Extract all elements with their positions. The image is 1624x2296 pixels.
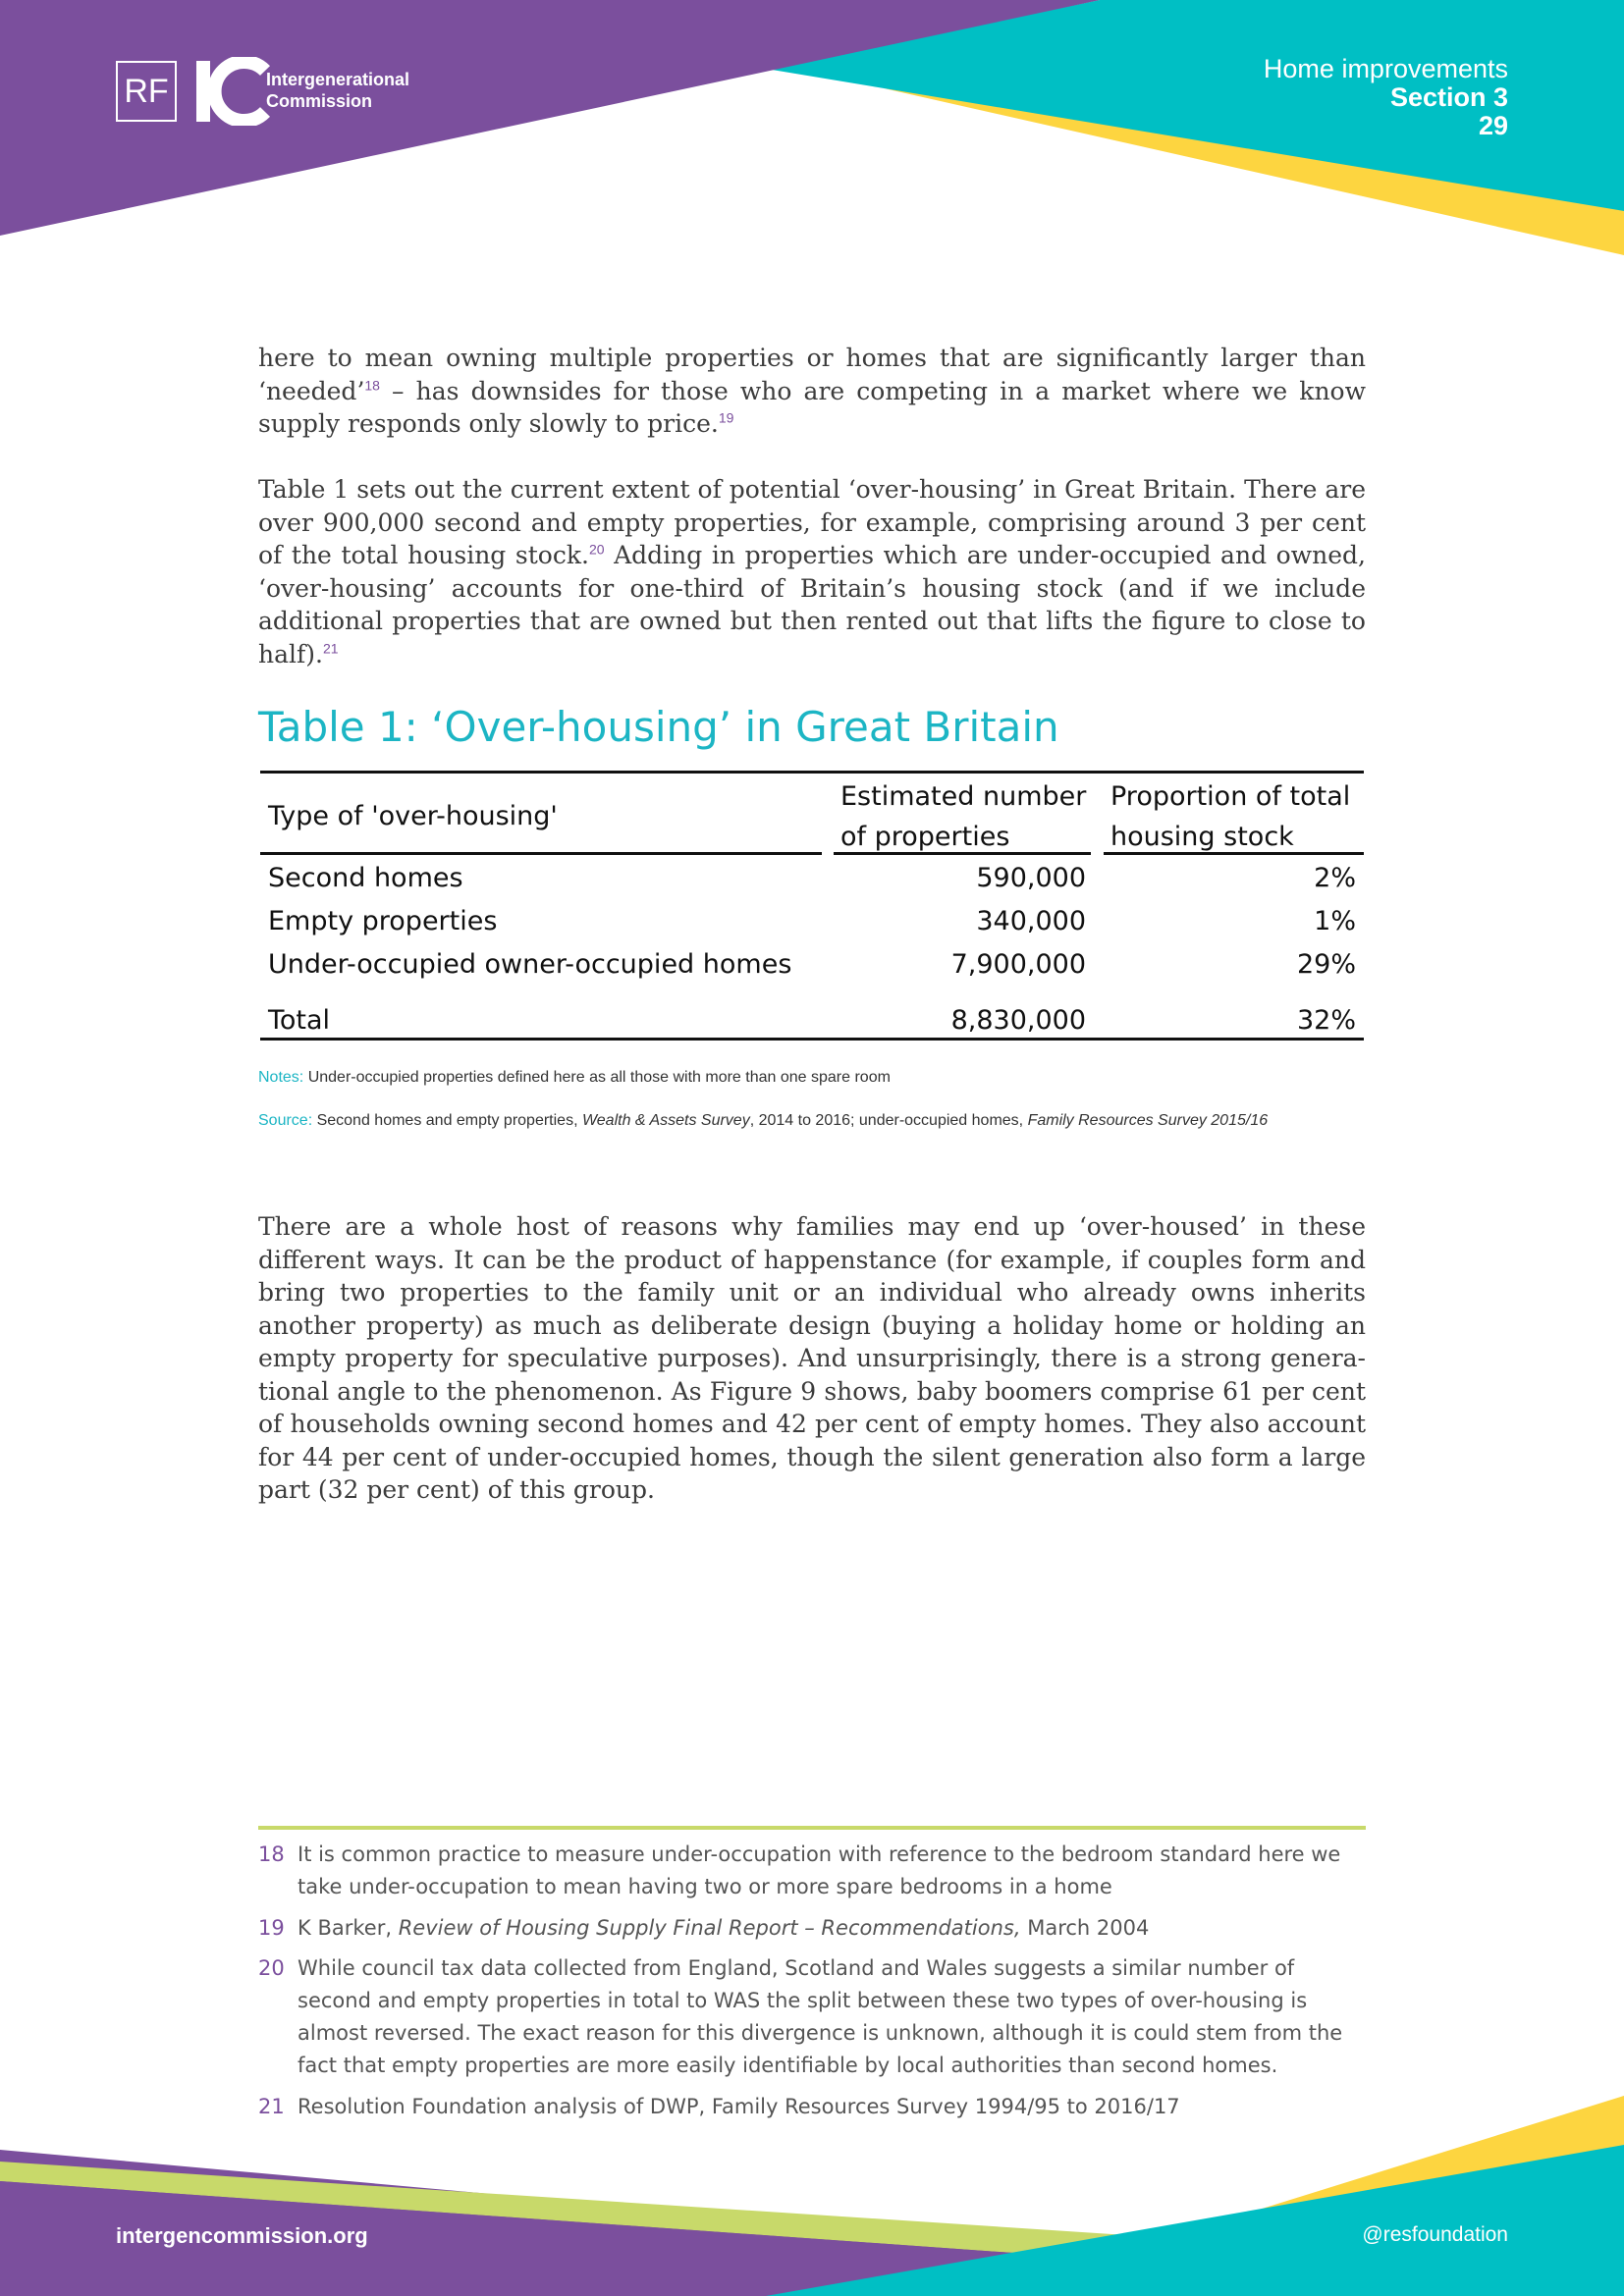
section-label: Section 3 [1389, 82, 1508, 112]
header-info [1264, 55, 1508, 140]
notes-label: Notes: [258, 1069, 304, 1086]
footnote-19 [258, 1912, 1366, 1945]
table-header-number-1: Estimated number [840, 781, 1087, 812]
table-row-1-type: Second homes [268, 863, 463, 893]
table-row-2-proportion: 1% [1314, 906, 1356, 936]
table-row-1-proportion: 2% [1314, 863, 1356, 893]
table-header-proportion-2: housing stock [1110, 822, 1294, 852]
table-top-rule [260, 771, 1364, 774]
table-row-3-number: 7,900,000 [950, 949, 1086, 980]
footer-banner [0, 2091, 1624, 2296]
source-text-c: , 2014 to 2016; under-occupied homes, [749, 1112, 1028, 1129]
source-label: Source: [258, 1112, 313, 1129]
paragraph-2-text-b: Adding in properties which are under-occupied and owned, ‘over-housing’ accounts for one-third of Britain’s housing stock (and if we include additional properties that are owned but then rented out that lifts the figure to close to half). [258, 541, 1366, 668]
table-header-rule-1 [260, 852, 822, 855]
logo-line-2: Commission [266, 91, 373, 111]
footnote-21-number: 21 [258, 2095, 285, 2118]
footnote-19-number: 19 [258, 1916, 285, 1940]
footer-website-link[interactable]: intergencommission.org [116, 2223, 368, 2248]
table-row-3-type: Under-occupied owner-occupied homes [268, 949, 792, 980]
paragraph-3: There are a whole host of reasons why families may end up ‘over-housed’ in these different ways. It can be the product of happenstance (for example, if couples form and bring two properties to the family unit or an individual who already owns inherits another property) as much as deliberate design (buying a holiday home or holding an empty property for speculative purposes). And unsurprisingly, there is a strong genera-tional angle to the phenomenon. As Figure 9 shows, baby boomers comprise 61 per cent of households owning second homes and 42 per cent of empty homes. They also account for 44 per cent of under-occupied homes, though the silent generation also form a large part (32 per cent) of this group. [258, 1212, 1366, 1504]
footnote-ref-20[interactable]: 20 [588, 541, 605, 558]
footnote-18-number: 18 [258, 1842, 285, 1866]
table-header-rule-3 [1104, 852, 1364, 855]
table-row-3-proportion: 29% [1296, 949, 1356, 980]
paragraph-1-text-a: here to mean owning multiple properties or homes that are significantly larger than ‘needed’ [258, 344, 1366, 405]
table-notes [258, 1069, 891, 1087]
source-text-a: Second homes and empty properties, [312, 1112, 582, 1129]
table-total-type: Total [268, 1005, 331, 1036]
footnote-20 [258, 1952, 1366, 2082]
footnote-ref-18[interactable]: 18 [364, 377, 380, 394]
source-text-d: Family Resources Survey 2015/16 [1027, 1112, 1269, 1129]
paragraph-2 [258, 473, 1366, 670]
footnote-18-text: It is common practice to measure under-occupation with reference to the bedroom standard here we take under-occupation to mean having two or more spare bedrooms in a home [298, 1842, 1341, 1898]
table-title: Table 1: ‘Over-housing’ in Great Britain [258, 703, 1059, 751]
table-total-proportion: 32% [1296, 1005, 1356, 1036]
footnote-20-number: 20 [258, 1956, 285, 1980]
footer-twitter-link[interactable]: @resfoundation [1362, 2223, 1508, 2246]
footnote-19-text [298, 1912, 1366, 1945]
footnote-20-text: While council tax data collected from England, Scotland and Wales suggests a similar number of second and empty properties in total to WAS the split between these two types of over-housing is almost reversed. The exact reason for this divergence is unknown, although it is could stem from the fact that empty properties are more easily identifiable by local authorities than second homes. [298, 1956, 1343, 2077]
paragraph-1 [258, 342, 1366, 441]
table-header-number-2: of properties [840, 822, 1010, 852]
paragraph-2-text-a: Table 1 sets out the current extent of potential ‘over-housing’ in Great Britain. There are over 900,000 second and empty properties, for example, comprising around 3 per cent of the total housing stock. [258, 475, 1366, 569]
table-total-number: 8,830,000 [950, 1005, 1086, 1036]
logo-line-1: Intergenerational [266, 70, 410, 89]
footnote-19-text-b: Review of Housing Supply Final Report – Recommendations, [398, 1916, 1021, 1940]
table-header-type: Type of 'over-housing' [268, 801, 558, 831]
table-row-1-number: 590,000 [976, 863, 1086, 893]
paragraph-1-text-b: – has downsides for those who are competing in a market where we know supply responds only slowly to price. [258, 376, 1366, 438]
table-row-2-type: Empty properties [268, 906, 498, 936]
footnote-ref-21[interactable]: 21 [322, 640, 339, 657]
table-header-rule-2 [834, 852, 1091, 855]
table-header-proportion-1: Proportion of total [1110, 781, 1351, 812]
table-bottom-rule [260, 1038, 1364, 1041]
doc-title: Home improvements [1263, 54, 1508, 83]
table-row-2-number: 340,000 [976, 906, 1086, 936]
notes-text: Under-occupied properties defined here as all those with more than one spare room [303, 1069, 891, 1086]
ic-logo-icon [194, 57, 273, 126]
footnote-19-text-a: K Barker, [298, 1916, 399, 1940]
page-number: 29 [1478, 111, 1508, 140]
footnote-ref-19[interactable]: 19 [718, 409, 734, 426]
logo-wordmark [266, 69, 409, 112]
source-text-b: Wealth & Assets Survey [581, 1112, 750, 1129]
footnote-18 [258, 1839, 1366, 1903]
footnotes-divider [258, 1826, 1366, 1830]
table-source [258, 1112, 1268, 1130]
rf-logo: RF [116, 61, 177, 122]
footnote-19-text-c: March 2004 [1020, 1916, 1150, 1940]
footnote-21-text: Resolution Foundation analysis of DWP, Family Resources Survey 1994/95 to 2016/17 [298, 2095, 1180, 2118]
